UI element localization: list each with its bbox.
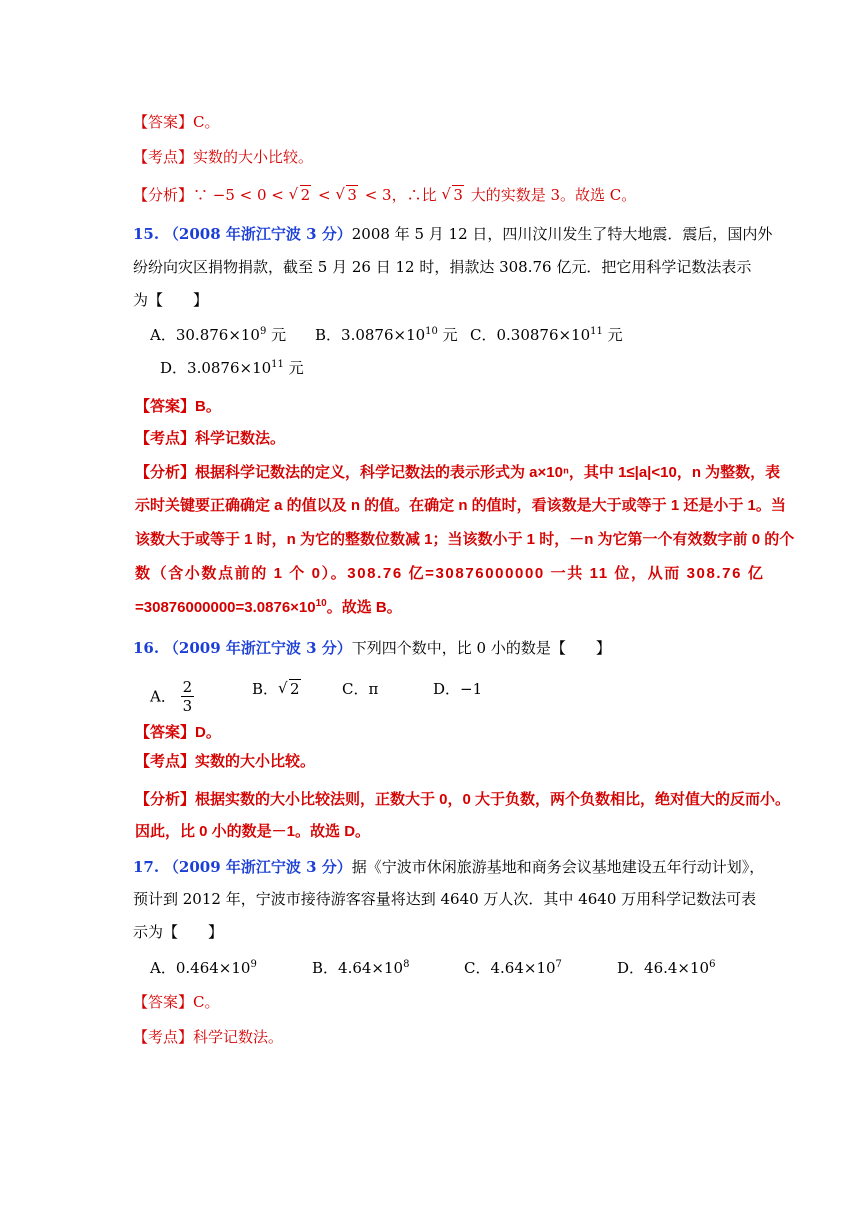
q16-stem: 16. （2009 年浙江宁波 3 分）下列四个数中，比 0 小的数是【 】 (133, 639, 611, 657)
q14-point: 【考点】实数的大小比较。 (133, 148, 314, 166)
q16-point: 【考点】实数的大小比较。 (135, 753, 316, 770)
q15-stem-line-1: 15. （2008 年浙江宁波 3 分）2008 年 5 月 12 日，四川汶川发生了特大地震．震后，国内外 (133, 225, 773, 243)
q14-answer: 【答案】C。 (133, 113, 220, 131)
q16-answer: 【答案】D。 (135, 724, 221, 741)
q15-number: 15. (133, 225, 160, 243)
q15-analysis-line-2: 示时关键要正确确定 a 的值以及 n 的值。在确定 n 的值时，看该数是大于或等于 1 还是小于 1。当 (135, 497, 786, 514)
q17-point: 【考点】科学记数法。 (133, 1028, 284, 1046)
q17-stem-line-1: 17. （2009 年浙江宁波 3 分）据《宁波市休闲旅游基地和商务会议基地建设五年行动计划》， (133, 858, 765, 876)
q16-option-c: C．π (342, 680, 379, 698)
fraction-two-thirds: $\frac{2}{3}$ (182, 678, 193, 715)
q15-analysis-line-4: 数（含小数点前的 1 个 0）。308.76 亿=30876000000 一共 11 位，从而 308.76 亿 (135, 565, 765, 582)
q17-option-d: D．$46.4\times 10^6$ (617, 959, 716, 977)
sqrt-3-b: √ 3 (441, 185, 464, 205)
q17-stem-line-3: 示为【 】 (133, 923, 224, 941)
q17-option-c: C．$4.64\times 10^7$ (464, 959, 562, 977)
q15-source: （2008 年浙江宁波 3 分） (163, 225, 352, 243)
q17-stem-line-2: 预计到 2012 年，宁波市接待游客容量将达到 4640 万人次．其中 4640 万用科学记数法可表 (133, 890, 757, 908)
q15-option-a: A．$30.876\times 10^9$ 元 (150, 326, 287, 344)
q16-option-a: A． $\frac{2}{3}$ (150, 678, 193, 715)
q15-stem-line-2: 纷纷向灾区捐物捐款，截至 5 月 26 日 12 时，捐款达 308.76 亿元．把它用科学记数法表示 (133, 258, 752, 276)
sqrt-3: √ 3 (335, 185, 358, 205)
q16-option-d: D．−1 (433, 680, 483, 698)
q15-analysis-line-3: 该数大于或等于 1 时，n 为它的整数位数减 1；当该数小于 1 时，－n 为它第一个有效数字前 0 的个 (135, 531, 795, 548)
q17-answer: 【答案】C。 (133, 993, 220, 1011)
sqrt-2: √ 2 (289, 185, 312, 205)
q15-option-b: B．$3.0876\times 10^{10}$ 元 (315, 326, 458, 344)
q17-option-a: A．$0.464\times 10^9$ (150, 959, 257, 977)
q15-option-d: D．$3.0876\times 10^{11}$ 元 (160, 359, 304, 377)
sqrt-2-option: √ 2 (278, 679, 301, 699)
q15-answer: 【答案】B。 (135, 398, 221, 415)
q16-number: 16. (133, 639, 160, 657)
q15-analysis-line-1: 【分析】根据科学记数法的定义，科学记数法的表示形式为 a×10ⁿ，其中 1≤|a|<10，n 为整数，表 (135, 464, 781, 481)
q15-option-c: C．$0.30876\times 10^{11}$ 元 (470, 326, 623, 344)
q15-stem-line-3: 为【 】 (133, 291, 209, 309)
q14-analysis: 【分析】∵ −5 < 0 < √ 2 < √ 3 < 3，∴比 √ 3 大的实数是 3。故选 C。 (133, 185, 636, 205)
q14-analysis-label: 【分析】 (133, 186, 194, 204)
q16-source: （2009 年浙江宁波 3 分） (163, 639, 352, 657)
q17-number: 17. (133, 858, 160, 876)
q16-analysis-line-1: 【分析】根据实数的大小比较法则，正数大于 0，0 大于负数，两个负数相比，绝对值大的反而小。 (135, 791, 791, 808)
q17-option-b: B．$4.64\times 10^8$ (312, 959, 410, 977)
q16-analysis-line-2: 因此，比 0 小的数是－1。故选 D。 (135, 823, 371, 840)
q15-analysis-line-5: $=30876000000=3.0876\times 10^{10}$。故选 B。 (135, 598, 402, 616)
q15-point: 【考点】科学记数法。 (135, 430, 286, 447)
q16-option-b: B．√ 2 (252, 679, 303, 699)
q17-source: （2009 年浙江宁波 3 分） (163, 858, 352, 876)
